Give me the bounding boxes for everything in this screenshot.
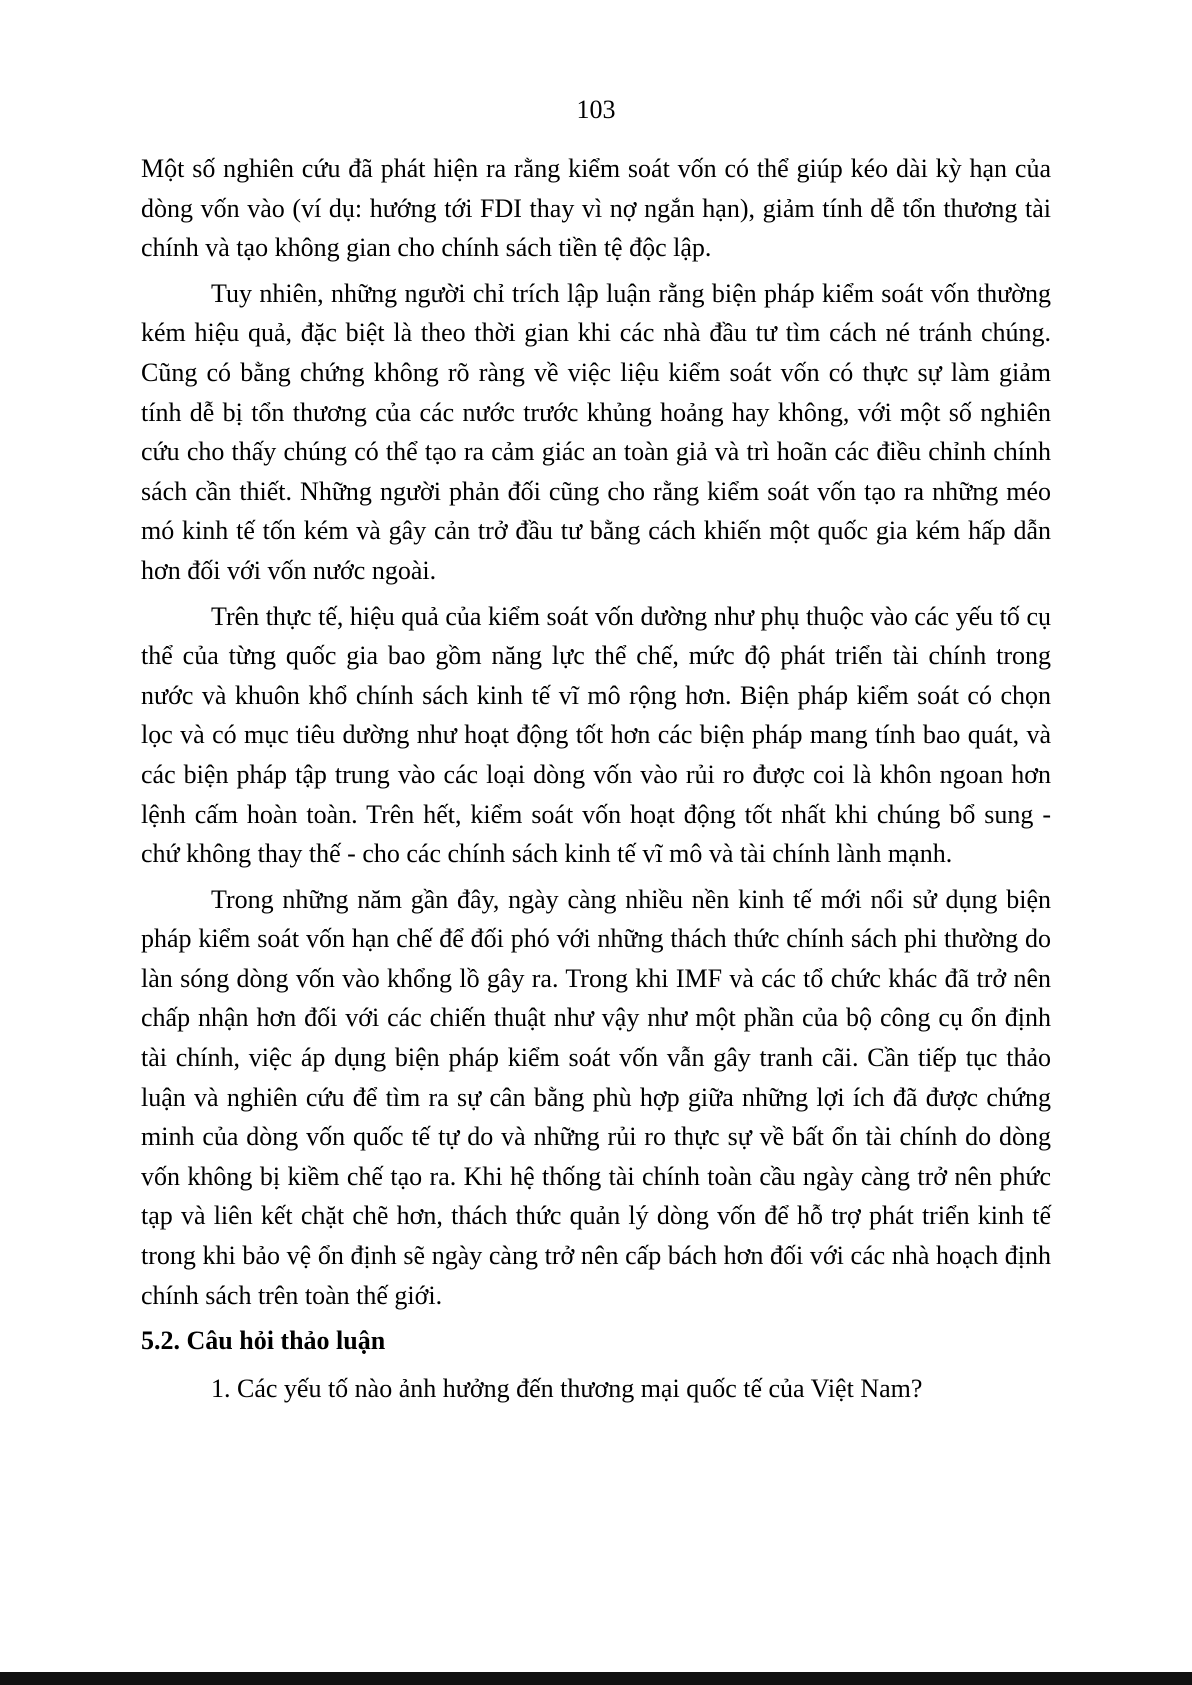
paragraph: Trên thực tế, hiệu quả của kiểm soát vốn dường như phụ thuộc vào các yếu tố cụ thể của từng quốc gia bao gồm năng lực thể chế, mức độ phát triển tài chính trong nước và khuôn khổ chính sách kinh tế vĩ mô rộng hơn. Biện pháp kiểm soát có chọn lọc và có mục tiêu dường như hoạt động tốt hơn các biện pháp mang tính bao quát, và các biện pháp tập trung vào các loại dòng vốn vào rủi ro được coi là khôn ngoan hơn lệnh cấm hoàn toàn. Trên hết, kiểm soát vốn hoạt động tốt nhất khi chúng bổ sung - chứ không thay thế - cho các chính sách kinh tế vĩ mô và tài chính lành mạnh. (141, 601, 1051, 869)
paragraph: Trong những năm gần đây, ngày càng nhiều nền kinh tế mới nổi sử dụng biện pháp kiểm soát vốn hạn chế để đối phó với những thách thức chính sách phi thường do làn sóng dòng vốn vào khổng lồ gây ra. Trong khi IMF và các tổ chức khác đã trở nên chấp nhận hơn đối với các chiến thuật như vậy như một phần của bộ công cụ ổn định tài chính, việc áp dụng biện pháp kiểm soát vốn vẫn gây tranh cãi. Cần tiếp tục thảo luận và nghiên cứu để tìm ra sự cân bằng phù hợp giữa những lợi ích đã được chứng minh của dòng vốn quốc tế tự do và những rủi ro thực sự về bất ổn tài chính do dòng vốn không bị kiềm chế tạo ra. Khi hệ thống tài chính toàn cầu ngày càng trở nên phức tạp và liên kết chặt chẽ hơn, thách thức quản lý dòng vốn để hỗ trợ phát triển kinh tế trong khi bảo vệ ổn định sẽ ngày càng trở nên cấp bách hơn đối với các nhà hoạch định chính sách trên toàn thế giới. (141, 884, 1051, 1310)
scan-bottom-border (0, 1672, 1192, 1685)
paragraph-continued: Một số nghiên cứu đã phát hiện ra rằng kiểm soát vốn có thể giúp kéo dài kỳ hạn của dòng vốn vào (ví dụ: hướng tới FDI thay vì nợ ngắn hạn), giảm tính dễ tổn thương tài chính và tạo không gian cho chính sách tiền tệ độc lập. (141, 154, 1051, 263)
section-heading: 5.2. Câu hỏi thảo luận (141, 1326, 386, 1356)
page-body (141, 149, 1051, 1409)
discussion-question: 1. Các yếu tố nào ảnh hưởng đến thương mại quốc tế của Việt Nam? (211, 1374, 923, 1404)
paragraph: Tuy nhiên, những người chỉ trích lập luận rằng biện pháp kiểm soát vốn thường kém hiệu quả, đặc biệt là theo thời gian khi các nhà đầu tư tìm cách né tránh chúng. Cũng có bằng chứng không rõ ràng về việc liệu kiểm soát vốn có thực sự làm giảm tính dễ bị tổn thương của các nước trước khủng hoảng hay không, với một số nghiên cứu cho thấy chúng có thể tạo ra cảm giác an toàn giả và trì hoãn các điều chỉnh chính sách cần thiết. Những người phản đối cũng cho rằng kiểm soát vốn tạo ra những méo mó kinh tế tốn kém và gây cản trở đầu tư bằng cách khiến một quốc gia kém hấp dẫn hơn đối với vốn nước ngoài. (141, 278, 1051, 585)
page-number: 103 (576, 95, 616, 124)
